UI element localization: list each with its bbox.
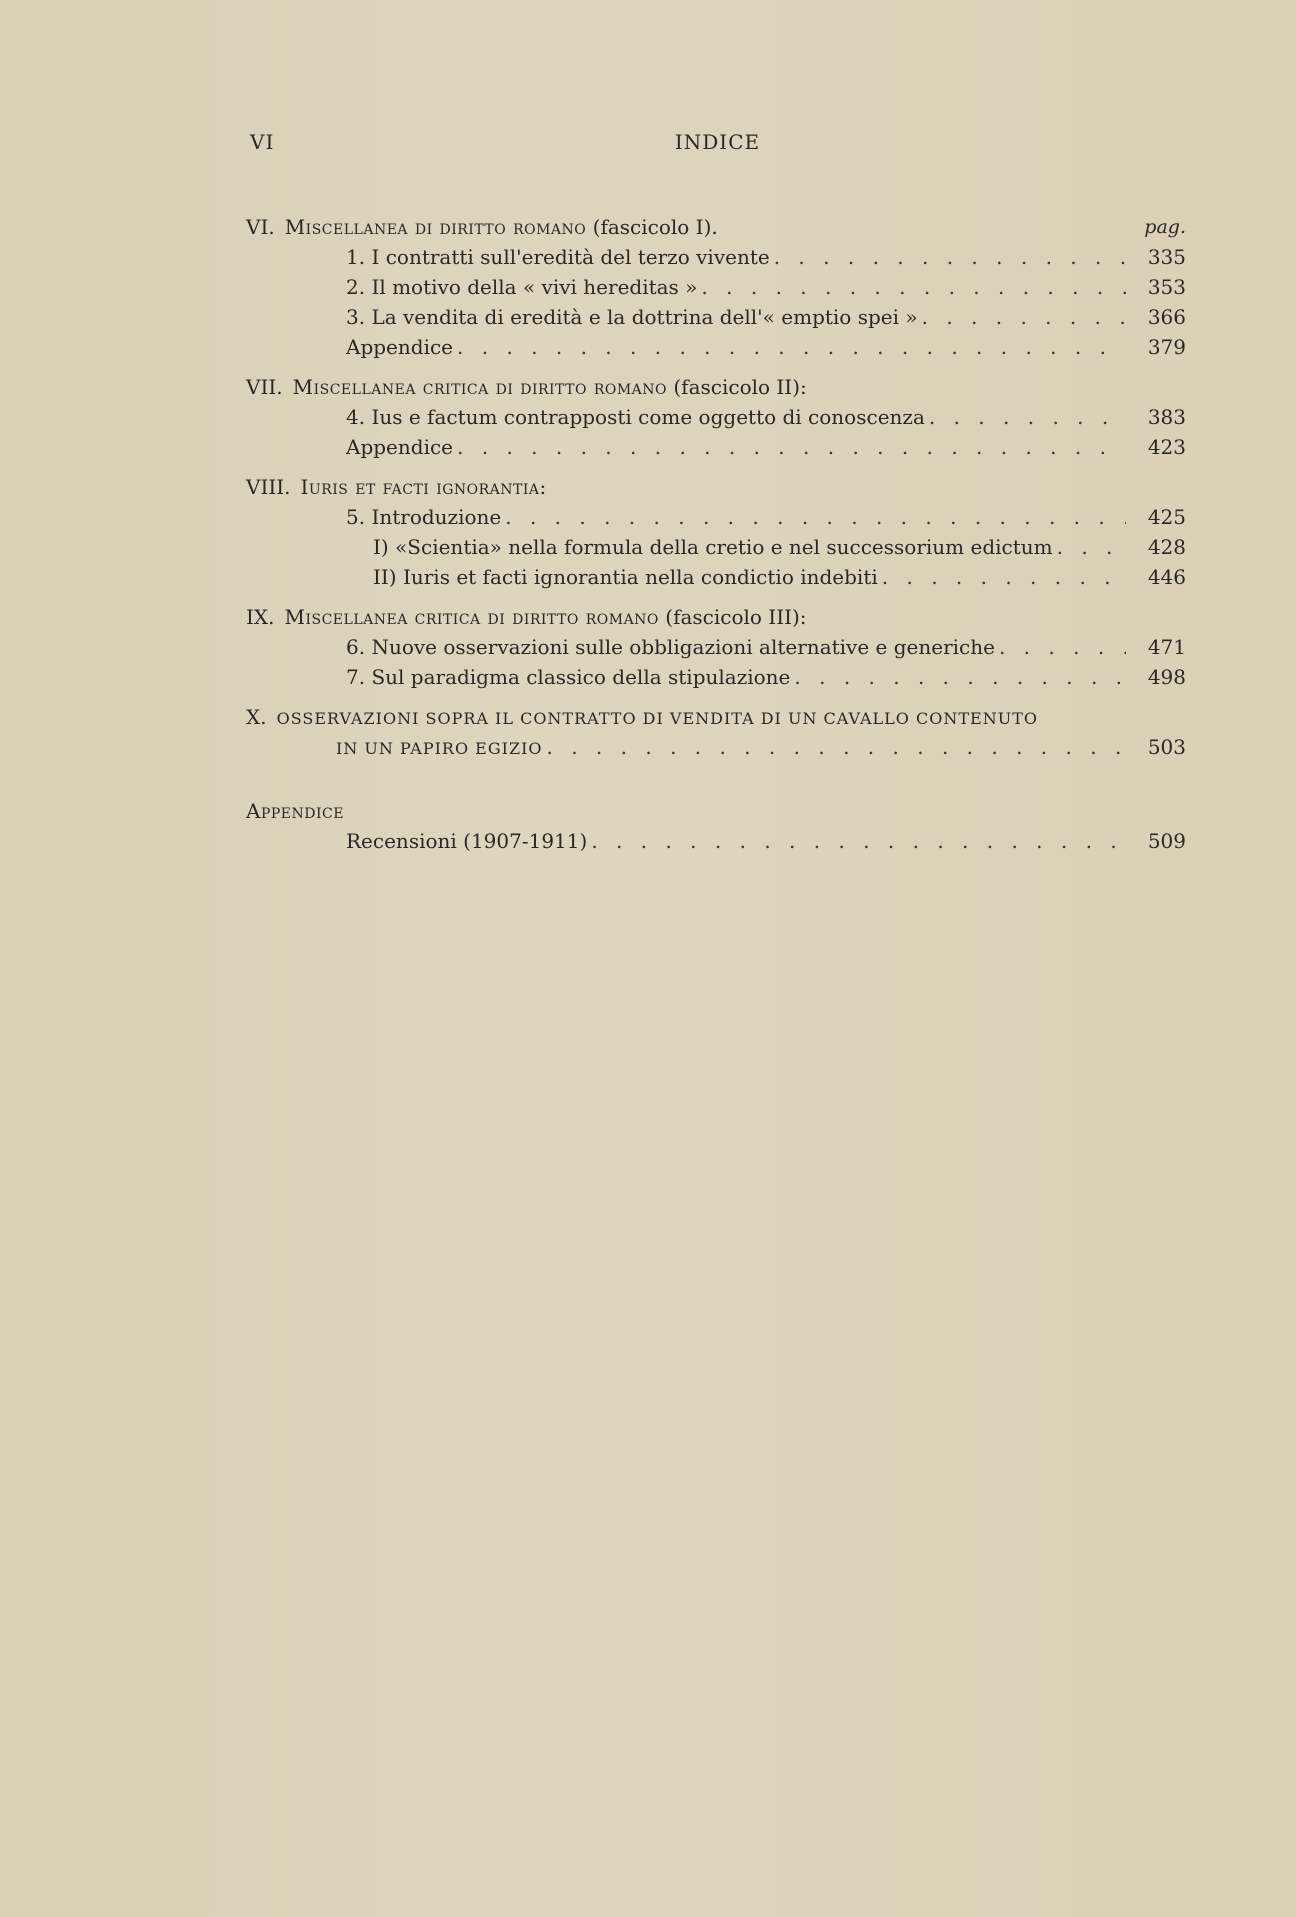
page-number: 335 (1147, 245, 1186, 269)
toc-entry: Appendice . . . 379 (246, 332, 1186, 362)
toc-entry: IN UN PAPIRO EGIZIO . . . 503 (246, 732, 1186, 762)
appendix-heading (246, 796, 1186, 826)
section-suffix: (fascicolo I). (592, 215, 718, 239)
section-suffix: (fascicolo III): (665, 605, 807, 629)
page-number: 366 (1147, 305, 1186, 329)
toc-entry: Recensioni (1907-1911) . . . 509 (246, 826, 1186, 856)
section-heading-ix: IX. Miscellanea critica di diritto romano (fascicolo III): (246, 605, 807, 629)
page-number: 379 (1147, 335, 1186, 359)
toc-entry: 4. Ius e factum contrapposti come oggetto di conoscenza . . . 383 (246, 402, 1186, 432)
section-heading-vii: VII. Miscellanea critica di diritto romano (fascicolo II): (246, 375, 807, 399)
section-heading-viii: VIII. Iuris et facti ignorantia: (246, 475, 547, 499)
page-number: 353 (1147, 275, 1186, 299)
section-title: Miscellanea critica di diritto romano (292, 375, 668, 399)
page-number: 383 (1147, 405, 1186, 429)
page-number: 428 (1147, 535, 1186, 559)
appendix-title: Appendice (246, 799, 344, 823)
toc-entry: 3. La vendita di eredità e la dottrina dell'« emptio spei » . . . 366 (246, 302, 1186, 332)
toc-entry: II) Iuris et facti ignorantia nella condictio indebiti . . . 446 (246, 562, 1186, 592)
section-title: Miscellanea critica di diritto romano (284, 605, 659, 629)
page-number: 471 (1147, 635, 1186, 659)
section-title: Miscellanea di diritto romano (284, 215, 587, 239)
toc-entry: 1. I contratti sull'eredità del terzo vivente . . . 335 (246, 242, 1186, 272)
toc-entry: 2. Il motivo della « vivi hereditas » . . . 353 (246, 272, 1186, 302)
page-number: 509 (1147, 829, 1186, 853)
page-number: 446 (1147, 565, 1186, 589)
page-number: 498 (1147, 665, 1186, 689)
pag-label: pag. (1144, 216, 1186, 238)
page-number: 503 (1147, 735, 1186, 759)
page-number: 423 (1147, 435, 1186, 459)
section-title: Iuris et facti ignorantia: (300, 475, 547, 499)
page-number: 425 (1147, 505, 1186, 529)
toc-entry: 5. Introduzione . . . 425 (246, 502, 1186, 532)
running-head (250, 130, 1185, 160)
toc-entry: I) «Scientia» nella formula della cretio e nel successorium edictum . . . 428 (246, 532, 1186, 562)
toc-entry: 7. Sul paradigma classico della stipulazione . . . 498 (246, 662, 1186, 692)
section-title: OSSERVAZIONI SOPRA IL CONTRATTO DI VENDITA DI UN CAVALLO CONTENUTO (276, 709, 1038, 728)
section-heading-x: X. OSSERVAZIONI SOPRA IL CONTRATTO DI VENDITA DI UN CAVALLO CONTENUTO (246, 705, 1038, 729)
table-of-contents (246, 212, 1186, 856)
running-title: INDICE (674, 130, 761, 154)
section-heading-vi: VI. Miscellanea di diritto romano (fascicolo I). pag. (246, 212, 1186, 242)
section-suffix: (fascicolo II): (673, 375, 807, 399)
toc-entry: Appendice . . . 423 (246, 432, 1186, 462)
toc-entry: 6. Nuove osservazioni sulle obbligazioni alternative e generiche . . . 471 (246, 632, 1186, 662)
page-folio: VI (250, 130, 275, 154)
